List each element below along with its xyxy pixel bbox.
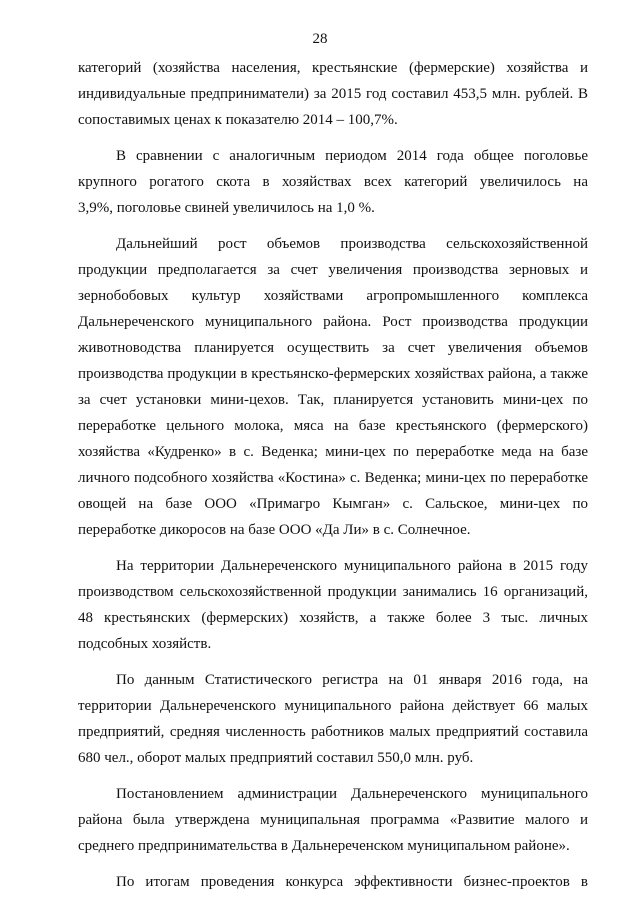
text-line: категорий (хозяйства населения, крестьянские (фермерские) хозяйства и (78, 60, 588, 76)
text-line: 680 чел., оборот малых предприятий составил 550,0 млн. руб. (78, 750, 474, 766)
text-line: переработке дикоросов на базе ООО «Да Ли» в с. Солнечное. (78, 522, 471, 538)
paragraph-gap (78, 543, 588, 553)
text-line: В сравнении с аналогичным периодом 2014 года общее поголовье (116, 148, 588, 164)
text-line: По данным Статистического регистра на 01 января 2016 года, на (116, 672, 588, 688)
paragraph (78, 143, 588, 221)
text-line: производством сельскохозяйственной продукции занимались 16 организаций, (78, 584, 588, 600)
text-line: личного подсобного хозяйства «Костина» с. Веденка; мини-цех по переработке (78, 470, 588, 486)
text-line: Дальнейший рост объемов производства сельскохозяйственной (116, 236, 588, 252)
paragraph-gap (78, 859, 588, 869)
paragraph (78, 231, 588, 543)
text-line: территории Дальнереченского муниципального района действует 66 малых (78, 698, 588, 714)
text-line: овощей на базе ООО «Примагро Кымган» с. Сальское, мини-цех по (78, 496, 588, 512)
text-line: среднего предпринимательства в Дальнереченском муниципальном районе». (78, 838, 570, 854)
paragraph (78, 781, 588, 859)
paragraph-gap (78, 771, 588, 781)
paragraph-gap (78, 657, 588, 667)
paragraph (78, 553, 588, 657)
text-line: района была утверждена муниципальная программа «Развитие малого и (78, 812, 588, 828)
paragraph (78, 667, 588, 771)
text-line: переработке цельного молока, мяса на базе крестьянского (фермерского) (78, 418, 588, 434)
page-number: 28 (312, 31, 328, 47)
text-line: продукции предполагается за счет увеличения производства зерновых и (78, 262, 588, 278)
text-line: Постановлением администрации Дальнереченского муниципального (116, 786, 588, 802)
text-line: 3,9%, поголовье свиней увеличилось на 1,0 %. (78, 200, 375, 216)
text-line: Дальнереченского муниципального района. Рост производства продукции (78, 314, 588, 330)
text-line: 48 крестьянских (фермерских) хозяйств, а также более 3 тыс. личных (78, 610, 588, 626)
text-line: индивидуальные предприниматели) за 2015 год составил 453,5 млн. рублей. В (78, 86, 588, 102)
document-body (78, 55, 588, 895)
paragraph (78, 869, 588, 895)
text-line: производства продукции в крестьянско-фермерских хозяйствах района, а также (78, 366, 588, 382)
text-line: подсобных хозяйств. (78, 636, 212, 652)
text-line: По итогам проведения конкурса эффективности бизнес-проектов в (116, 874, 588, 890)
text-line: за счет установки мини-цехов. Так, планируется установить мини-цех по (78, 392, 588, 408)
paragraph-gap (78, 221, 588, 231)
text-line: животноводства планируется осуществить за счет увеличения объемов (78, 340, 588, 356)
paragraph (78, 55, 588, 133)
text-line: зернобобовых культур хозяйствами агропромышленного комплекса (78, 288, 588, 304)
text-line: крупного рогатого скота в хозяйствах всех категорий увеличилось на (78, 174, 588, 190)
text-line: На территории Дальнереченского муниципального района в 2015 году (116, 558, 588, 574)
text-line: сопоставимых ценах к показателю 2014 – 100,7%. (78, 112, 398, 128)
text-line: предприятий, средняя численность работников малых предприятий составила (78, 724, 588, 740)
paragraph-gap (78, 133, 588, 143)
text-line: хозяйства «Кудренко» в с. Веденка; мини-цех по переработке меда на базе (78, 444, 588, 460)
